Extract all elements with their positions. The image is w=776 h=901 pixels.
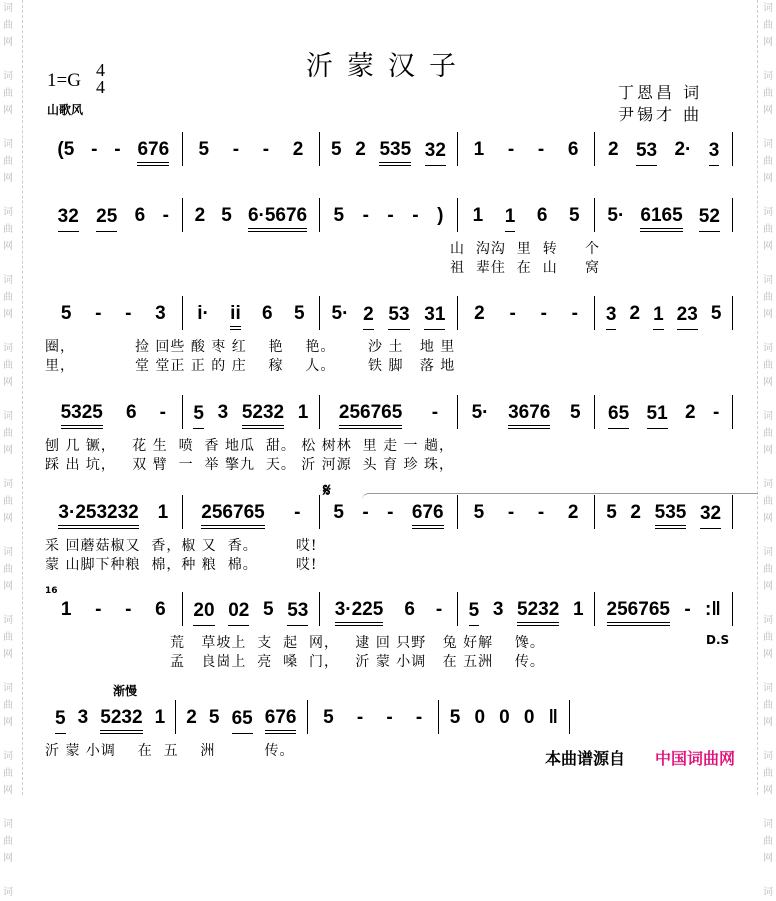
measure	[183, 132, 321, 166]
note: 3	[77, 707, 89, 728]
note: -	[509, 303, 516, 324]
note: -	[362, 502, 369, 523]
note: -	[415, 707, 423, 728]
note: ii	[230, 303, 241, 330]
measure	[320, 495, 458, 529]
note: 1	[60, 599, 72, 620]
site-name[interactable]: 中国词曲网	[655, 749, 736, 768]
note: 6	[536, 205, 548, 226]
note: 5	[469, 600, 480, 626]
measure	[45, 198, 183, 232]
note: -	[294, 502, 301, 523]
measure	[595, 132, 733, 166]
note: 1	[505, 206, 516, 232]
song-title: 沂蒙汉子	[306, 51, 470, 82]
note: 3	[709, 140, 720, 166]
measure	[458, 495, 596, 529]
note: 5	[221, 205, 232, 226]
note: 5325	[61, 402, 103, 429]
source-label: 本曲谱源自	[545, 749, 626, 768]
measure	[308, 700, 439, 734]
note: 535	[379, 139, 411, 166]
lyric-line: 刨 几 镢， 花 生 喷 香 地瓜 甜。 松 树林 里 走 一 趟，	[45, 438, 455, 454]
note: 256765	[339, 402, 402, 429]
note: 676	[412, 502, 444, 529]
lyric-line: 山 沟沟 里 转 个	[450, 241, 600, 257]
note: 2·	[674, 139, 692, 160]
note: 0	[523, 707, 535, 728]
ritardando-mark: 渐慢	[113, 684, 138, 698]
note: 5	[449, 707, 461, 728]
note: 2	[474, 303, 485, 324]
note: 5	[208, 707, 220, 728]
score-system	[45, 198, 733, 232]
measure	[183, 395, 321, 429]
measure	[45, 700, 176, 734]
note: 5232	[242, 402, 284, 429]
note: 5	[55, 708, 66, 734]
measure	[320, 296, 458, 330]
note: 53	[636, 140, 657, 166]
note: 1	[472, 205, 484, 226]
note: 31	[424, 304, 445, 330]
note: 3	[606, 304, 617, 330]
note: 2	[685, 402, 696, 423]
note: :‖	[705, 599, 721, 620]
note: 6	[567, 139, 579, 160]
measure	[183, 495, 321, 529]
measure	[320, 395, 458, 429]
note: -	[537, 502, 545, 523]
note: -	[125, 303, 132, 324]
margin-line-left	[22, 0, 23, 795]
measure	[45, 395, 183, 429]
note: 5	[606, 502, 617, 523]
note: 32	[700, 503, 721, 529]
note: -	[507, 502, 515, 523]
measure	[595, 296, 733, 330]
segno-mark: 𝄋	[323, 480, 331, 501]
note: 5	[331, 139, 342, 160]
note: 6·5676	[248, 205, 307, 232]
measure	[183, 296, 321, 330]
note: -	[232, 139, 240, 160]
note: -	[387, 205, 394, 226]
score-system	[45, 700, 570, 734]
note: 5	[333, 205, 345, 226]
note: 5	[193, 403, 204, 429]
note: -	[571, 303, 578, 324]
note: 6	[155, 599, 166, 620]
ds-mark: D.S	[706, 633, 730, 647]
measure	[595, 395, 733, 429]
measure	[320, 592, 458, 626]
watermark-left: 词 曲 网 词 曲 网 词 曲 网 词 曲 网 词 曲 网 词 曲 网 词 曲 网 词 曲 网 词 曲 网 词 曲 网 词 曲 网 词 曲 网 词 曲 网 词	[3, 3, 13, 898]
measure	[320, 132, 458, 166]
style-marking: 山歌风	[47, 103, 84, 117]
lyricist: 丁恩昌 词	[618, 83, 703, 102]
note: 20	[193, 600, 214, 626]
note: 676	[137, 139, 169, 166]
note: -	[262, 139, 270, 160]
watermark-right: 词 曲 网 词 曲 网 词 曲 网 词 曲 网 词 曲 网 词 曲 网 词 曲 网 词 曲 网 词 曲 网 词 曲 网 词 曲 网 词 曲 网 词 曲 网 词	[763, 3, 773, 898]
score-system	[45, 495, 733, 529]
note: 3·253232	[58, 502, 138, 529]
note: -	[435, 599, 443, 620]
measure	[595, 198, 733, 232]
time-top: 4	[96, 60, 105, 80]
note: 2	[186, 707, 197, 728]
score-system	[45, 132, 733, 166]
note: 0	[499, 707, 510, 728]
note: 535	[655, 502, 687, 529]
score-system	[45, 592, 733, 626]
rehearsal-mark: 16	[45, 586, 58, 596]
note: 5·	[471, 402, 489, 423]
measure	[595, 495, 733, 529]
note: -	[712, 402, 720, 423]
note: -	[114, 139, 121, 160]
measure	[458, 198, 596, 232]
measure	[183, 198, 321, 232]
composer: 尹锡才 曲	[618, 105, 703, 124]
note: 3	[155, 303, 166, 324]
note: 51	[647, 403, 668, 429]
measure	[439, 700, 570, 734]
lyric-line: 踩 出 坑， 双 臂 一 举 擎九 天。 沂 河源 头 育 珍 珠，	[45, 457, 455, 473]
note: 5	[473, 502, 485, 523]
note: 5	[568, 205, 580, 226]
note: 52	[699, 206, 720, 232]
note: -	[540, 303, 547, 324]
margin-line-right	[757, 0, 758, 795]
note: 5·	[607, 205, 625, 226]
note: 3	[217, 402, 229, 423]
time-signature	[96, 62, 105, 96]
lyric-line: 圈， 捡 回些 酸 枣 红 艳 艳。 沙 土 地 里	[45, 339, 456, 355]
note: 6165	[640, 205, 682, 232]
note: 53	[388, 304, 409, 330]
note: 23	[677, 304, 698, 330]
note: i·	[197, 303, 209, 324]
measure	[183, 592, 321, 626]
lyric-line: 里， 堂 堂正 正 的 庄 稼 人。 铁 脚 落 地	[45, 358, 456, 374]
note: 53	[287, 600, 308, 626]
score-system	[45, 395, 733, 429]
measure	[176, 700, 307, 734]
lyric-line: 祖 辈住 在 山 窝	[450, 260, 600, 276]
note: 256765	[607, 599, 670, 626]
measure	[458, 395, 596, 429]
measure	[45, 296, 183, 330]
key-signature: 1=G	[47, 70, 81, 91]
note: 5	[198, 139, 210, 160]
lyric-line: 采 回蘑菇椒又 香，椒 又 香。 哎!	[45, 538, 318, 554]
lyric-line: 荒 草坡上 支 起 网， 逮 回 只野 兔 好解 馋。	[170, 635, 545, 651]
note: 6	[125, 402, 137, 423]
note: -	[537, 139, 545, 160]
note: 2	[355, 139, 366, 160]
note: 256765	[201, 502, 264, 529]
note: 6	[134, 205, 146, 226]
note: 5232	[100, 707, 142, 734]
repeat-bracket	[362, 493, 758, 500]
note: 5	[333, 502, 344, 523]
note: 25	[96, 206, 117, 232]
note: 1	[297, 402, 309, 423]
lyric-line: 沂 蒙 小调 在 五 洲 传。	[45, 743, 295, 759]
measure	[45, 495, 183, 529]
note: 2	[292, 139, 304, 160]
note: -	[387, 502, 394, 523]
note: -	[162, 205, 169, 226]
measure	[595, 592, 733, 626]
note: )	[437, 205, 444, 226]
note: 32	[58, 206, 79, 232]
note: -	[431, 402, 439, 423]
note: 3·225	[335, 599, 384, 626]
note: 676	[265, 707, 297, 734]
note: 3	[492, 599, 504, 620]
note: 6	[404, 599, 415, 620]
note: 1	[653, 304, 664, 330]
note: -	[507, 139, 515, 160]
note: 1	[572, 599, 584, 620]
note: 65	[608, 403, 629, 429]
measure	[458, 592, 596, 626]
measure	[45, 132, 183, 166]
note: -	[125, 599, 132, 620]
time-bottom: 4	[96, 77, 105, 97]
note: 6	[262, 303, 273, 324]
note: -	[356, 707, 364, 728]
note: 1	[154, 707, 166, 728]
note: 2	[630, 502, 641, 523]
note: -	[91, 139, 98, 160]
note: 5	[569, 402, 581, 423]
note: -	[159, 402, 166, 423]
note: 5·	[331, 303, 349, 324]
note: 2	[363, 304, 374, 330]
note: -	[95, 303, 102, 324]
note: 5	[293, 303, 305, 324]
note: 65	[232, 708, 253, 734]
note: 5	[60, 303, 72, 324]
note: 02	[228, 600, 249, 626]
note: 0	[474, 707, 486, 728]
measure	[458, 296, 596, 330]
note: 2	[629, 303, 641, 324]
note: -	[386, 707, 393, 728]
note: (5	[57, 139, 75, 160]
note: 2	[567, 502, 579, 523]
note: 32	[425, 140, 446, 166]
note: -	[95, 599, 102, 620]
note: 5	[710, 303, 722, 324]
note: 5	[323, 707, 334, 728]
score-system	[45, 296, 733, 330]
measure	[45, 592, 183, 626]
note: 1	[157, 502, 169, 523]
lyric-line: 孟 良崮上 亮 嗓 门， 沂 蒙 小调 在 五洲 传。	[170, 654, 545, 670]
note: -	[412, 205, 419, 226]
note: -	[362, 205, 369, 226]
note: 2	[608, 139, 619, 160]
note: 5	[262, 599, 274, 620]
note: -	[684, 599, 691, 620]
lyric-line: 蒙 山脚下种粮 棉，种 粮 棉。 哎!	[45, 557, 318, 573]
measure	[320, 198, 458, 232]
note: 2	[194, 205, 206, 226]
note: 5232	[517, 599, 559, 626]
measure	[458, 132, 596, 166]
note: ‖	[548, 707, 558, 728]
note: 3676	[508, 402, 550, 429]
note: 1	[473, 139, 485, 160]
